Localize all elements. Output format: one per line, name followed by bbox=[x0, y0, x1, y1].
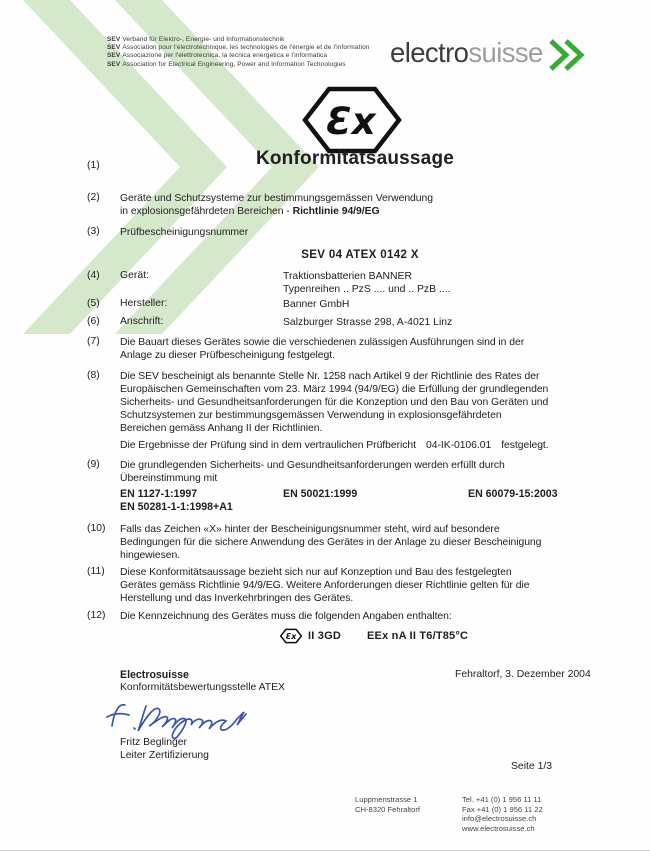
item-11-text: Diese Konformitätsaussage bezieht sich nur auf Konzeption und Bau des festgelegten Gerätes gemäss Richtlinie 94/9/EG. Weitere Anforderungen dieser Richtlinie gelten für die Herstellung und das Inverkehrbringen des Gerätes. bbox=[120, 567, 530, 605]
sev-line-it: SEV Associazione per l'elettrotecnica, la tecnica energetica e l'informatica bbox=[107, 52, 328, 60]
footer-contact bbox=[462, 795, 543, 833]
place-and-date: Fehraltorf, 3. Dezember 2004 bbox=[455, 669, 591, 680]
signatory-name: Fritz Beglinger bbox=[120, 737, 187, 748]
page-indicator: Seite 1/3 bbox=[511, 761, 553, 772]
standard-en-60079: EN 60079-15:2003 bbox=[468, 488, 558, 500]
handwritten-signature bbox=[104, 694, 254, 740]
device-value: Traktionsbatterien BANNER Typenreihen .. PzS .... und .. PzB .... bbox=[283, 271, 451, 296]
sev-association-block bbox=[107, 36, 370, 69]
device-label: Gerät: bbox=[120, 270, 149, 281]
item-number: (9) bbox=[87, 459, 100, 470]
item-12-text: Die Kennzeichnung des Gerätes muss die folgenden Angaben enthalten: bbox=[120, 611, 452, 622]
svg-text:Ɛx: Ɛx bbox=[285, 632, 297, 642]
item-number: (12) bbox=[87, 610, 106, 621]
item-8-text: Die SEV bescheinigt als benannte Stelle Nr. 1258 nach Artikel 9 der Richtlinie des Rates der Europäischen Gemeinschaften vom 23. März 1994 (94/9/EG) die Erfüllung der grundlegenden Sicherheits- und Gesundheitsanforderungen für die Konzeption und den Bau von Geräten und Schutzsystemen zur bestimmungsgemässen Verwendung in explosionsgefährdeten Bereichen gemäss Anhang II der Richtlinien. bbox=[120, 371, 549, 435]
item-number: (11) bbox=[87, 566, 105, 577]
page-title: Konformitätsaussage bbox=[255, 148, 455, 169]
item-number: (10) bbox=[87, 523, 106, 534]
test-report-line: Die Ergebnisse der Prüfung sind in dem vertraulichen Prüfbericht 04-IK-0106.01 festgelegt. bbox=[120, 440, 549, 451]
double-chevron-right-icon bbox=[547, 39, 591, 71]
manufacturer-label: Hersteller: bbox=[120, 298, 168, 309]
atex-ex-hexagon-small-icon bbox=[280, 628, 302, 644]
marking-line bbox=[280, 628, 468, 644]
manufacturer-value: Banner GmbH bbox=[283, 299, 350, 310]
footer-email: info@electrosuisse.ch bbox=[462, 814, 537, 824]
item-number: (8) bbox=[87, 370, 100, 381]
electrosuisse-logo bbox=[390, 36, 591, 71]
signatory-role: Leiter Zertifizierung bbox=[120, 750, 209, 761]
atex-ex-hexagon-icon bbox=[302, 86, 402, 154]
item-number: (7) bbox=[87, 336, 100, 347]
cert-number-label: Prüfbescheinigungsnummer bbox=[120, 227, 249, 238]
issuer-department: Konformitätsbewertungsstelle ATEX bbox=[120, 682, 285, 693]
item-number: (5) bbox=[87, 298, 100, 309]
footer-website: www.electrosuisse.ch bbox=[462, 823, 535, 833]
logo-wordmark: electrosuisse bbox=[390, 37, 543, 68]
footer-fax: Fax +41 (0) 1 956 11 22 bbox=[462, 804, 543, 814]
standard-en-50021: EN 50021:1999 bbox=[283, 488, 358, 500]
certificate-number: SEV 04 ATEX 0142 X bbox=[301, 248, 419, 261]
item-7-text: Die Bauart dieses Gerätes sowie die verschiedenen zulässigen Ausführungen sind in der Anlage zu dieser Prüfbescheinigung festgelegt. bbox=[120, 337, 525, 362]
item-10-text: Falls das Zeichen «X» hinter der Bescheinigungsnummer steht, wird auf besondere Bedingungen für die sichere Anwendung des Gerätes in der Anlage zu dieser Bescheinigung hingewiesen. bbox=[120, 524, 542, 562]
item-2-text: Geräte und Schutzsysteme zur bestimmungsgemässen Verwendung in explosionsgefährdeten Bereichen - Richtlinie 94/9/EG bbox=[120, 193, 433, 218]
footer-phone: Tel. +41 (0) 1 956 11 11 bbox=[462, 795, 542, 804]
atex-ex-symbol: Ɛx bbox=[326, 100, 376, 143]
address-label: Anschrift: bbox=[120, 316, 164, 327]
address-value: Salzburger Strasse 298, A-4021 Linz bbox=[283, 317, 453, 328]
item-number: (1) bbox=[87, 160, 100, 171]
item-number: (2) bbox=[87, 192, 100, 203]
item-9-text: Die grundlegenden Sicherheits- und Gesundheitsanforderungen werden erfüllt durch Übereinstimmung mit bbox=[120, 460, 505, 485]
standard-en-1127: EN 1127-1:1997 bbox=[120, 488, 198, 500]
sev-line-en: SEV Association for Electrical Engineering, Power and Information Technologies bbox=[107, 60, 346, 68]
sev-line-fr: SEV Association pour l'électrotechnique, les technologies de l'énergie et de l'information bbox=[107, 44, 370, 52]
item-number: (3) bbox=[87, 226, 100, 237]
protection-code: EEx nA II T6/T85°C bbox=[367, 630, 469, 642]
standard-en-50281: EN 50281-1-1:1998+A1 bbox=[120, 501, 233, 513]
equipment-group: II 3GD bbox=[308, 630, 341, 642]
issuer-company: Electrosuisse bbox=[120, 669, 189, 681]
footer-address: Luppmenstrasse 1 CH-8320 Fehraltorf bbox=[355, 795, 420, 814]
sev-line-de: SEV Verband für Elektro-, Energie- und Informationstechnik bbox=[107, 36, 285, 43]
test-report-number: 04-IK-0106.01 bbox=[425, 440, 492, 451]
item-number: (4) bbox=[87, 270, 100, 281]
item-number: (6) bbox=[87, 316, 100, 327]
